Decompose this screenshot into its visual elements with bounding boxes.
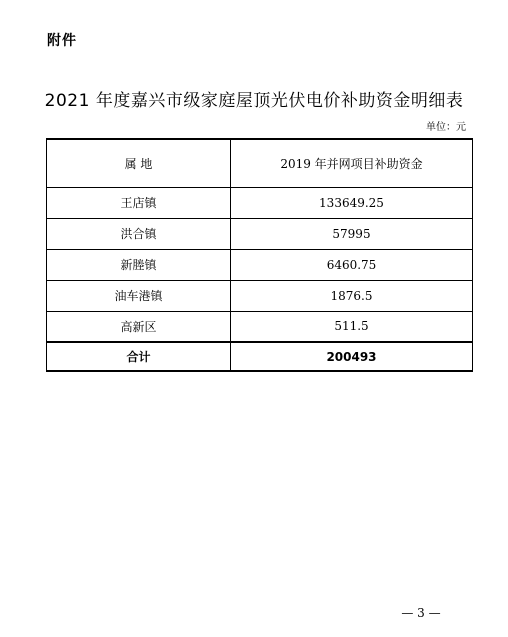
- unit-label: 单位：元: [426, 122, 466, 133]
- total-label: 合计: [47, 342, 231, 371]
- amount-cell: 57995: [231, 218, 473, 249]
- table-row: [47, 249, 473, 280]
- page-number: — 3 —: [401, 606, 441, 620]
- subsidy-table: [46, 138, 473, 372]
- document-title: 2021 年度嘉兴市级家庭屋顶光伏电价补助资金明细表: [44, 91, 464, 111]
- amount-cell: 511.5: [231, 311, 473, 342]
- total-row: [47, 342, 473, 371]
- header-region: 属 地: [47, 139, 231, 187]
- table-row: [47, 280, 473, 311]
- region-cell: 王店镇: [47, 187, 231, 218]
- table-row: [47, 218, 473, 249]
- amount-cell: 1876.5: [231, 280, 473, 311]
- region-cell: 新塍镇: [47, 249, 231, 280]
- total-amount: 200493: [231, 342, 473, 371]
- header-amount: 2019 年并网项目补助资金: [231, 139, 473, 187]
- table-row: [47, 187, 473, 218]
- region-cell: 洪合镇: [47, 218, 231, 249]
- amount-cell: 6460.75: [231, 249, 473, 280]
- region-cell: 油车港镇: [47, 280, 231, 311]
- table-row: [47, 311, 473, 342]
- attachment-label: 附件: [47, 33, 77, 49]
- amount-cell: 133649.25: [231, 187, 473, 218]
- region-cell: 高新区: [47, 311, 231, 342]
- table-header-row: [47, 139, 473, 187]
